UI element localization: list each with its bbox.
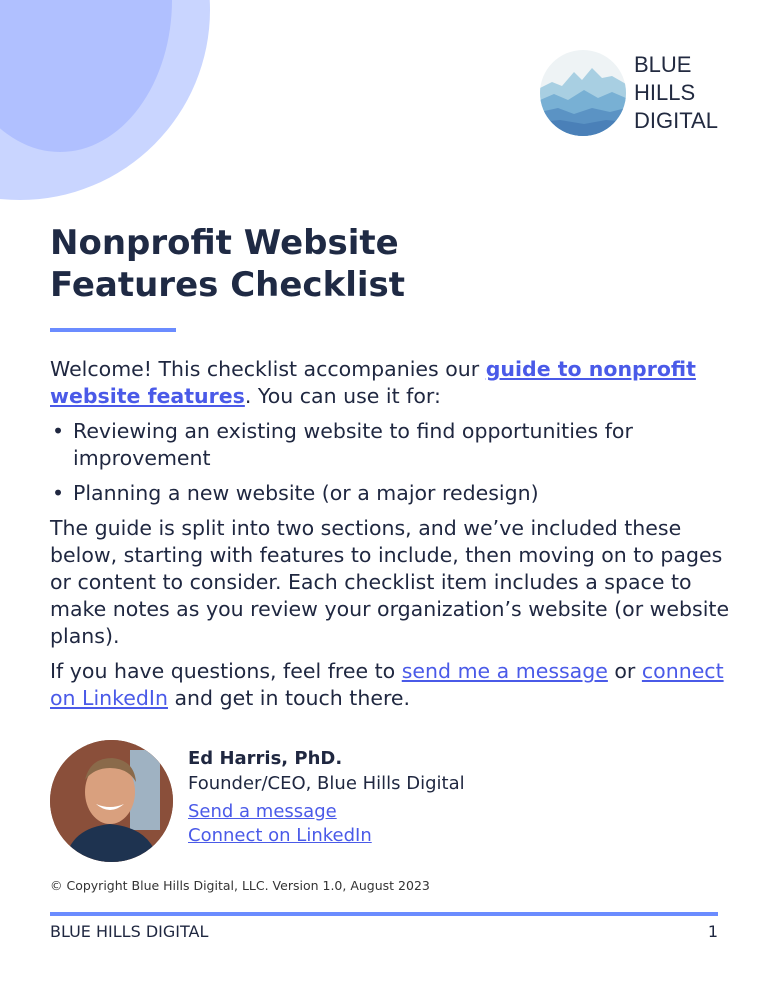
accent-bar xyxy=(50,328,176,332)
title-line: Nonprofit Website xyxy=(50,223,399,263)
uses-list xyxy=(50,418,730,507)
logo-text xyxy=(634,51,718,135)
title-line: Features Checklist xyxy=(50,265,405,305)
copyright: © Copyright Blue Hills Digital, LLC. Version 1.0, August 2023 xyxy=(50,878,430,893)
intro-body xyxy=(50,356,730,720)
logo-line: HILLS xyxy=(634,80,696,105)
logo-line: BLUE xyxy=(634,52,692,77)
linkedin-link[interactable]: connect on LinkedIn xyxy=(50,659,724,710)
guide-link[interactable]: guide to nonprofit website features xyxy=(50,357,696,408)
author-name: Ed Harris, PhD. xyxy=(188,748,343,769)
sections-paragraph: The guide is split into two sections, and we’ve included these below, starting with features to include, then moving on to pages or content to consider. Each checklist item includes a space to make notes as you review your organization’s website (or website plans). xyxy=(50,516,730,648)
author-linkedin-link[interactable]: Connect on LinkedIn xyxy=(188,825,372,846)
footer-rule xyxy=(50,912,718,916)
list-item: • Reviewing an existing website to find opportunities for improvement xyxy=(50,418,730,472)
text: . You can use it for: xyxy=(244,384,441,408)
logo xyxy=(540,50,718,136)
text: and get in touch there. xyxy=(167,686,411,710)
text: or xyxy=(607,659,642,683)
text: Welcome! This checklist accompanies our xyxy=(50,357,486,381)
author-send-message-link[interactable]: Send a message xyxy=(188,801,337,822)
logo-line: DIGITAL xyxy=(634,108,718,133)
footer xyxy=(50,922,718,941)
intro-paragraph xyxy=(50,356,730,410)
send-message-link[interactable]: send me a message xyxy=(401,659,608,683)
contact-paragraph xyxy=(50,658,730,712)
text: If you have questions, feel free to xyxy=(50,659,402,683)
page-number: 1 xyxy=(707,922,718,941)
decorative-circles xyxy=(0,0,260,220)
author-role: Founder/CEO, Blue Hills Digital xyxy=(188,773,465,794)
author-photo xyxy=(50,740,173,862)
author-bio xyxy=(188,746,465,848)
page-title xyxy=(50,222,405,306)
list-item: • Planning a new website (or a major redesign) xyxy=(50,480,730,507)
footer-brand: BLUE HILLS DIGITAL xyxy=(50,922,209,941)
mountain-logo-icon xyxy=(540,50,626,136)
